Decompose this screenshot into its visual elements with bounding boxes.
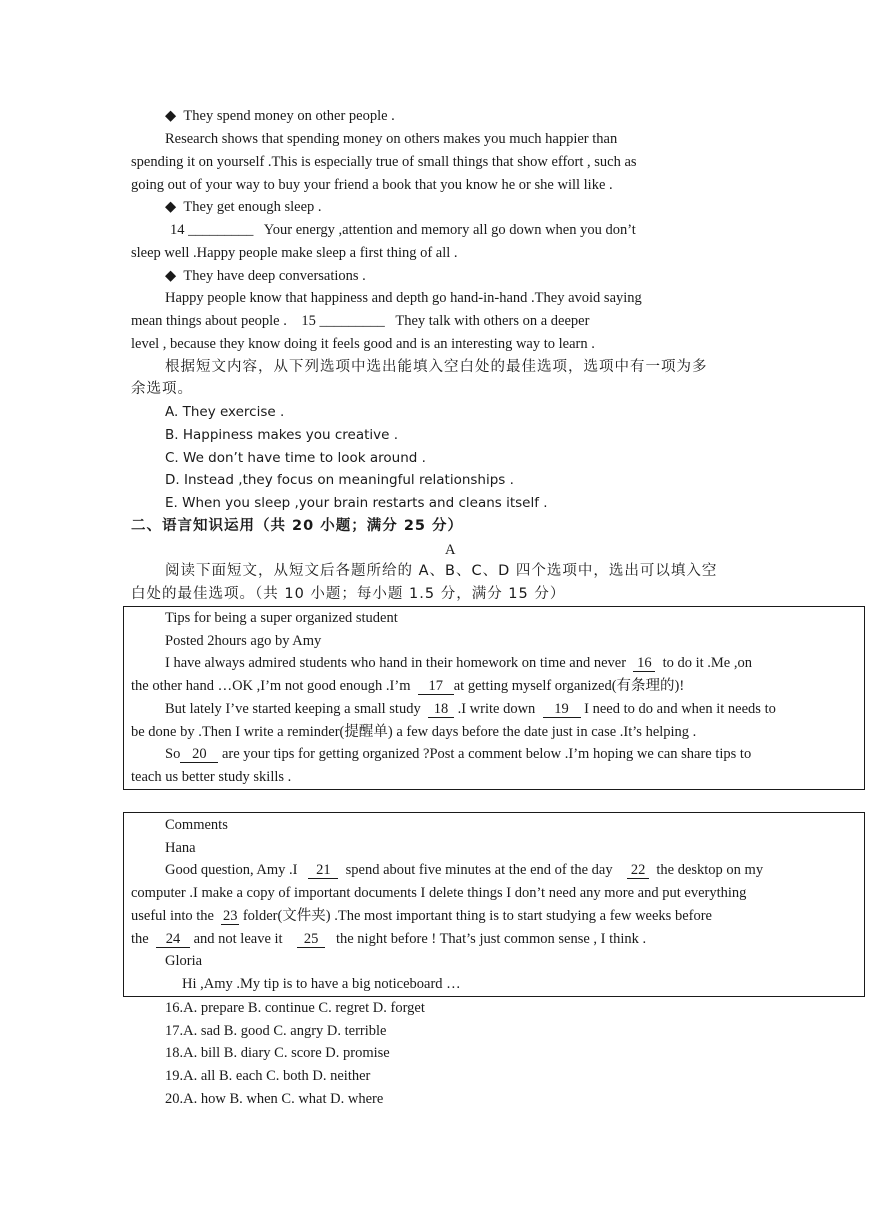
text: useful into the	[131, 908, 214, 924]
blank-22: 22	[627, 863, 649, 879]
diamond-bullet-icon: ◆	[165, 108, 177, 124]
question-20: 20.A. how B. when C. what D. where	[165, 1091, 384, 1107]
paragraph-line: spending it on yourself .This is especially true of small things that show effort , such as	[131, 154, 637, 170]
bullet-heading-3	[165, 266, 366, 286]
text: But lately I’ve started keeping a small study	[165, 701, 421, 717]
heading-text: They have deep conversations .	[183, 268, 366, 284]
post-line: teach us better study skills .	[131, 769, 292, 785]
blank-16: 16	[633, 656, 655, 672]
blank-18: 18	[428, 702, 454, 718]
post-meta: Posted 2hours ago by Amy	[165, 633, 322, 649]
text: spend about five minutes at the end of the day	[345, 862, 613, 878]
text: folder(文件夹) .The most important thing is to start studying a few weeks before	[242, 908, 712, 924]
paragraph-line: level , because they know doing it feels good and is an interesting way to learn .	[131, 336, 595, 352]
diamond-bullet-icon: ◆	[165, 199, 177, 215]
blank-21: 21	[308, 863, 338, 879]
text: the	[131, 931, 149, 947]
blank-17: 17	[418, 679, 454, 695]
blank-20: 20	[180, 747, 218, 763]
comment-line	[131, 906, 712, 926]
option-b: B. Happiness makes you creative .	[165, 427, 399, 443]
question-17: 17.A. sad B. good C. angry D. terrible	[165, 1023, 387, 1039]
blank-line: _________	[319, 313, 385, 329]
paragraph-line: going out of your way to buy your friend a book that you know he or she will like .	[131, 177, 613, 193]
comment-line	[165, 860, 763, 880]
text: the desktop on my	[656, 862, 764, 878]
bullet-heading-1	[165, 106, 395, 126]
post-line	[165, 653, 752, 673]
bullet-heading-2	[165, 197, 322, 217]
blank-number: 14	[170, 222, 185, 238]
text: So	[165, 746, 181, 762]
text: .I write down	[457, 701, 536, 717]
paragraph-line: Research shows that spending money on others makes you much happier than	[165, 131, 618, 147]
blank-line: _________	[188, 222, 254, 238]
instruction-line: 白处的最佳选项。（共 10 小题；每小题 1.5 分，满分 15 分）	[131, 586, 566, 602]
text: the night before ! That’s just common sense , I think .	[335, 931, 647, 947]
paragraph-line: Happy people know that happiness and depth go hand-in-hand .They avoid saying	[165, 290, 642, 306]
text: Your energy ,attention and memory all go down when you don’t	[263, 222, 636, 238]
comment-line: computer .I make a copy of important documents I delete things I don’t need any more and put everything	[131, 885, 747, 901]
comments-title: Comments	[165, 817, 228, 833]
option-c: C. We don’t have time to look around .	[165, 450, 426, 466]
heading-text: They spend money on other people .	[183, 108, 395, 124]
part-label: A	[445, 542, 456, 558]
text: are your tips for getting organized ?Post a comment below .I’m hoping we can share tips to	[221, 746, 752, 762]
text: to do it .Me ,on	[662, 655, 752, 671]
option-e: E. When you sleep ,your brain restarts and cleans itself .	[165, 495, 548, 511]
blank-number: 15	[301, 313, 316, 329]
option-d: D. Instead ,they focus on meaningful relationships .	[165, 472, 514, 488]
diamond-bullet-icon: ◆	[165, 268, 177, 284]
text: mean things about people .	[131, 313, 287, 329]
question-16: 16.A. prepare B. continue C. regret D. forget	[165, 1000, 425, 1016]
question-18: 18.A. bill B. diary C. score D. promise	[165, 1045, 390, 1061]
post-line: be done by .Then I write a reminder(提醒单) a few days before the date just in case .It’s helping .	[131, 724, 697, 740]
blank-24: 24	[156, 932, 190, 948]
post-line	[131, 676, 684, 696]
post-line	[165, 699, 776, 719]
text: I need to do and when it needs to	[584, 701, 776, 717]
text: I have always admired students who hand in their homework on time and never	[165, 655, 627, 671]
comment-line	[131, 929, 646, 949]
comment-author: Gloria	[165, 953, 203, 969]
heading-text: They get enough sleep .	[183, 199, 322, 215]
paragraph-line: sleep well .Happy people make sleep a first thing of all .	[131, 245, 458, 261]
blank-23: 23	[222, 908, 238, 924]
comments-box	[123, 812, 865, 997]
question-19: 19.A. all B. each C. both D. neither	[165, 1068, 371, 1084]
blank-19: 19	[543, 702, 581, 718]
text: at getting myself organized(有条理的)!	[453, 678, 685, 694]
comment-author: Hana	[165, 840, 196, 856]
post-line	[165, 744, 751, 764]
post-title: Tips for being a super organized student	[165, 610, 398, 626]
text: Good question, Amy .I	[165, 862, 298, 878]
comment-line: Hi ,Amy .My tip is to have a big noticeboard …	[182, 976, 461, 992]
text: the other hand …OK ,I’m not good enough .I’m	[131, 678, 411, 694]
paragraph-line	[131, 311, 589, 331]
instruction-line: 根据短文内容，从下列选项中选出能填入空白处的最佳选项，选项中有一项为多	[165, 359, 708, 375]
instruction-line: 阅读下面短文，从短文后各题所给的 A、B、C、D 四个选项中，选出可以填入空	[165, 563, 718, 579]
text: They talk with others on a deeper	[395, 313, 590, 329]
instruction-line: 余选项。	[131, 381, 193, 397]
option-a: A. They exercise .	[165, 404, 285, 420]
section-title: 二、语言知识运用（共 20 小题；满分 25 分）	[131, 518, 464, 534]
text: and not leave it	[193, 931, 283, 947]
blank-25: 25	[297, 932, 325, 948]
paragraph-line	[170, 220, 636, 240]
